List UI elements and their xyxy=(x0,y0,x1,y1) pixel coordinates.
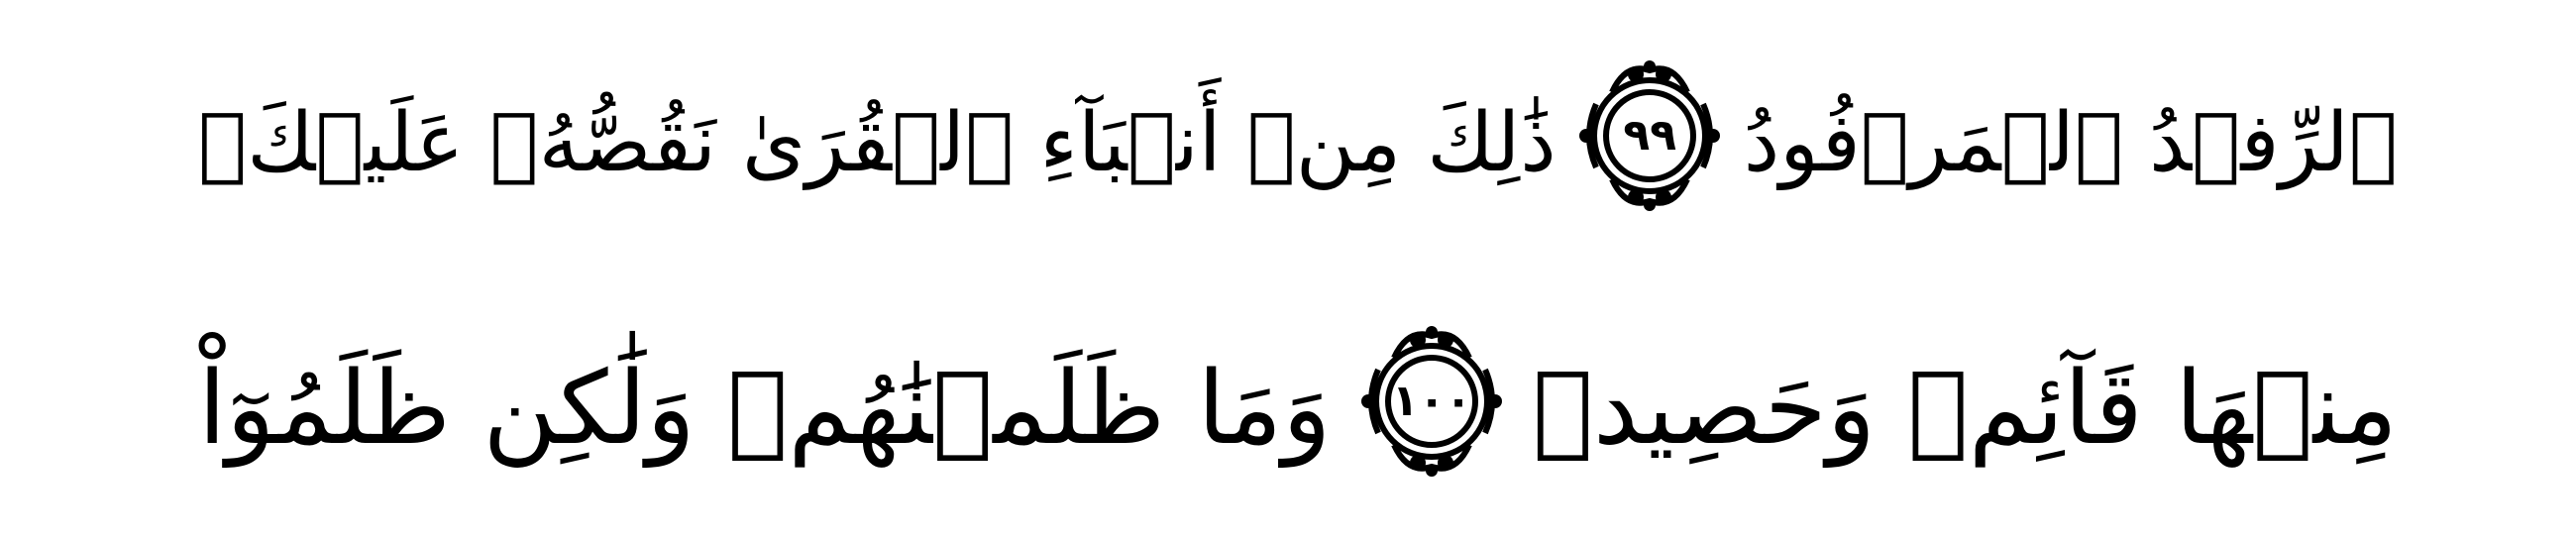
ayah-marker-100 xyxy=(1348,322,1515,496)
verse-text-segment: وَمَا ظَلَمۡنَٰهُمۡ وَلَٰكِن ظَلَمُوٓاْ xyxy=(198,350,1332,468)
verse-line-1 xyxy=(198,30,2398,258)
ayah-number: ٩٩ xyxy=(1623,110,1677,161)
verse-text-segment: ذَٰلِكَ مِنۡ أَنۢبَآءِ ٱلۡقُرَىٰ نَقُصُّهُۥ عَلَيۡكَۖ xyxy=(198,96,1556,190)
ayah-marker-99 xyxy=(1566,56,1733,231)
verse-text-segment: مِنۡهَا قَآئِمٞ وَحَصِيدٞ xyxy=(1532,350,2398,468)
verse-line-2 xyxy=(198,295,2398,523)
ayah-number: ١٠٠ xyxy=(1391,376,1472,426)
verse-text-segment: ٱلرِّفۡدُ ٱلۡمَرۡفُودُ xyxy=(1743,96,2398,190)
